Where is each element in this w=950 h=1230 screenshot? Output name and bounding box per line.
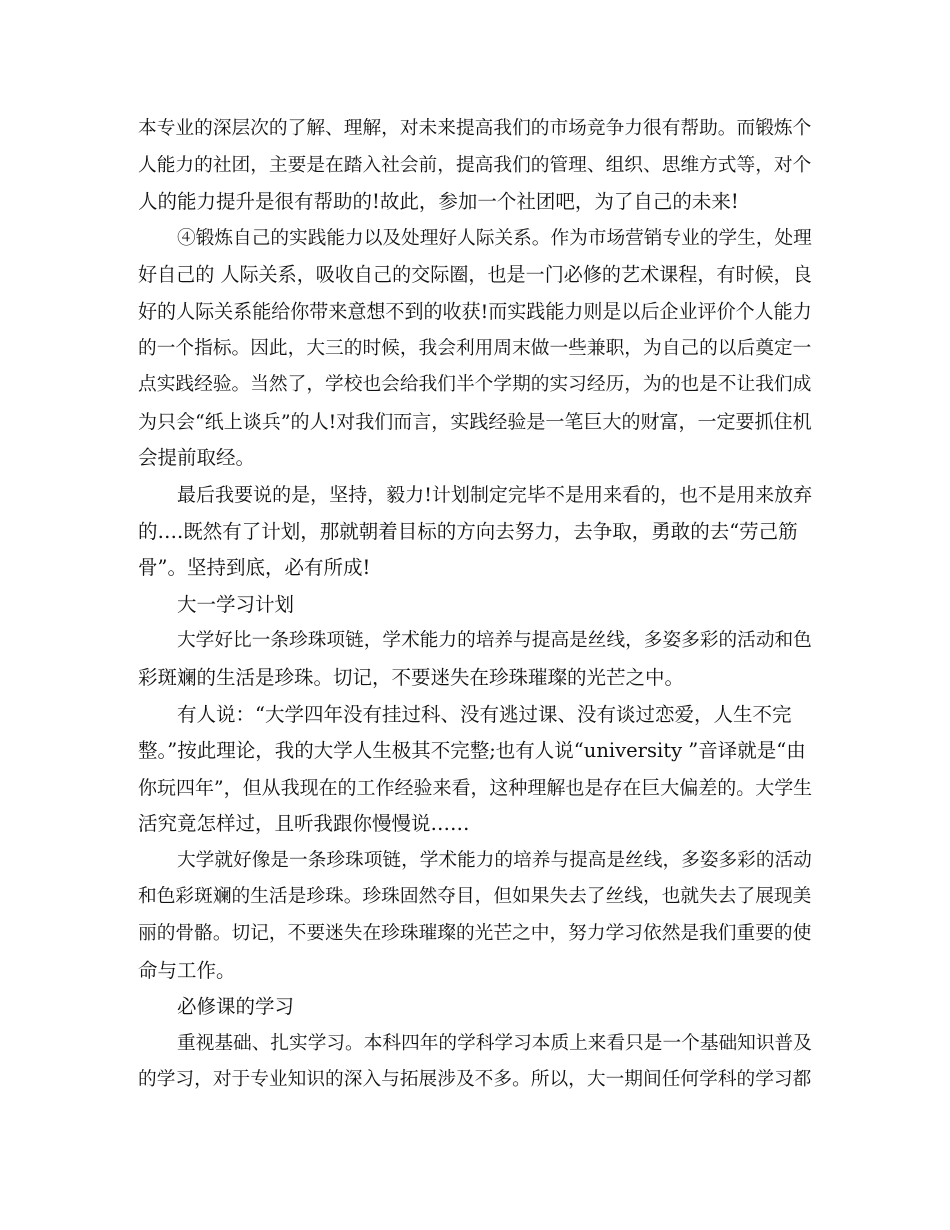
text-line: ④锻炼自己的实践能力以及处理好人际关系。作为市场营销专业的学生，处理: [177, 227, 812, 249]
text-line: 为只会“纸上谈兵”的人!对我们而言，实践经验是一笔巨大的财富，一定要抓住机: [138, 410, 812, 433]
text-line: 你玩四年”，但从我现在的工作经验来看，这种理解也是存在巨大偏差的。大学生: [138, 776, 813, 799]
text-line: 重视基础、扎实学习。本科四年的学科学习本质上来看只是一个基础知识普及: [177, 1032, 812, 1054]
text-line: 本专业的深层次的了解、理解，对未来提高我们的市场竞争力很有帮助。而锻炼个: [138, 118, 812, 139]
text-line: 最后我要说的是，坚持，毅力!计划制定完毕不是用来看的，也不是用来放弃: [177, 483, 813, 506]
text-line: 的….既然有了计划，那就朝着目标的方向去努力，去争取，勇敢的去“劳己筋: [138, 519, 798, 543]
text-line: 的一个指标。因此，大三的时候，我会利用周末做一些兼职，为自己的以后奠定一: [138, 337, 812, 359]
text-line: 点实践经验。当然了，学校也会给我们半个学期的实习经历，为的也是不让我们成: [138, 374, 812, 396]
document-body: [138, 111, 812, 1099]
text-line: 命与工作。: [138, 958, 236, 982]
text-line: 大一学习计划: [177, 592, 295, 616]
text-line: 人的能力提升是很有帮助的!故此，参加一个社团吧，为了自己的未来!: [138, 190, 739, 214]
text-line: 人能力的社团，主要是在踏入社会前，提高我们的管理、组织、思维方式等，对个: [138, 154, 812, 176]
text-line: 必修课的学习: [177, 995, 295, 1019]
text-line: 有人说：“大学四年没有挂过科、没有逃过课、没有谈过恋爱，人生不完: [177, 702, 792, 726]
text-line: 会提前取经。: [138, 446, 256, 470]
text-line: 彩斑斓的生活是珍珠。切记，不要迷失在珍珠璀璨的光芒之中。: [138, 665, 685, 689]
text-line: 活究竟怎样过，且听我跟你慢慢说……: [138, 812, 470, 836]
text-line: 的学习，对于专业知识的深入与拓展涉及不多。所以，大一期间任何学科的学习都: [138, 1069, 812, 1091]
text-line: 大学好比一条珍珠项链，学术能力的培养与提高是丝线，多姿多彩的活动和色: [177, 630, 812, 652]
text-line: 和色彩斑斓的生活是珍珠。珍珠固然夺目，但如果失去了丝线，也就失去了展现美: [138, 886, 812, 908]
text-line: 好自己的 人际关系，吸收自己的交际圈，也是一门必修的艺术课程，有时候，良: [138, 264, 812, 287]
text-line: 好的人际关系能给你带来意想不到的收获!而实践能力则是以后企业评价个人能力: [138, 300, 812, 323]
text-line: 骨”。坚持到底，必有所成!: [138, 556, 371, 580]
text-line: 丽的骨骼。切记，不要迷失在珍珠璀璨的光芒之中，努力学习依然是我们重要的使: [138, 923, 812, 945]
text-line: 大学就好像是一条珍珠项链，学术能力的培养与提高是丝线，多姿多彩的活动: [177, 849, 812, 871]
text-line: 整。”按此理论，我的大学人生极其不完整;也有人说“university ”音译就是“由: [138, 739, 806, 763]
